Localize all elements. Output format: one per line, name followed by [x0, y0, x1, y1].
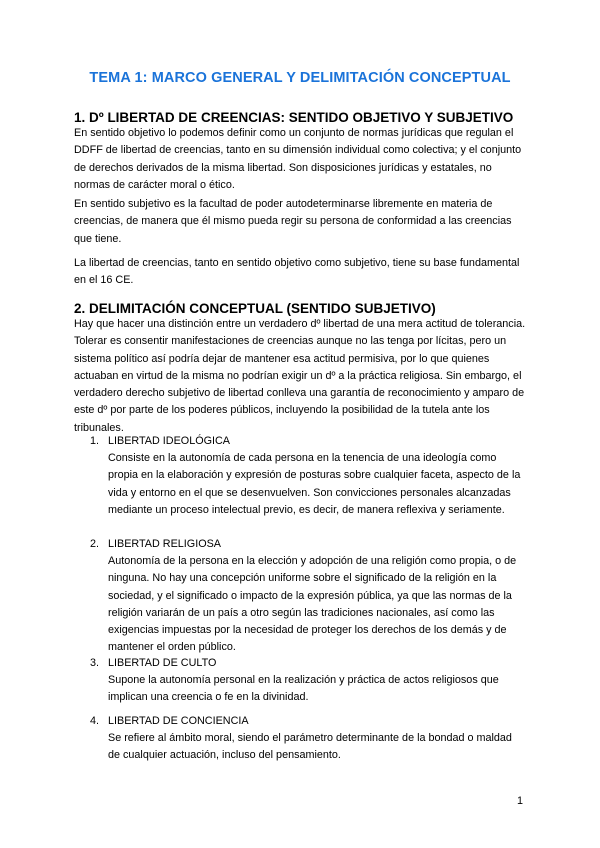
list-item-text: Supone la autonomía personal en la realización y práctica de actos religiosos que implican una creencia o fe en la divinidad. [108, 674, 499, 704]
section-1-paragraph-base: La libertad de creencias, tanto en sentido objetivo como subjetivo, tiene su base fundamental en el 16 CE. [74, 257, 520, 287]
section-1-paragraph-objective: En sentido objetivo lo podemos definir como un conjunto de normas jurídicas que regulan el DDFF de libertad de creencias, tanto en su dimensión individual como colectiva; y el conjunto de derechos derivados de la misma libertad. Son disposiciones jurídicas y estatales, no normas de carácter moral o ético. [74, 127, 522, 191]
section-2-paragraph: Hay que hacer una distinción entre un verdadero dº libertad de una mera actitud de tolerancia. Tolerar es consentir manifestaciones de creencias aunque no las tenga por lícitas, pero un sistema político así podría dejar de mantener esa actitud permisiva, por lo que quienes actuaban en virtud de la misma no podrían exigir un dº a la práctica religiosa. Sin embargo, el verdadero derecho subjetivo de libertad conlleva una garantía de reconocimiento y amparo de este dº por parte de los poderes públicos, incluyendo la posibilidad de la tutela ante los tribunales. [74, 318, 526, 434]
list-item-title: LIBERTAD IDEOLÓGICA [108, 435, 230, 447]
list-item-number: 4. [90, 715, 100, 727]
list-item-number: 1. [90, 435, 100, 447]
list-item-number: 3. [90, 657, 100, 669]
page-number: 1 [517, 795, 524, 807]
section-1-heading: 1. Dº LIBERTAD DE CREENCIAS: SENTIDO OBJETIVO Y SUBJETIVO [74, 110, 514, 125]
list-item-number: 2. [90, 538, 100, 550]
list-item-title: LIBERTAD DE CULTO [108, 657, 217, 669]
page-title: TEMA 1: MARCO GENERAL Y DELIMITACIÓN CONCEPTUAL [89, 70, 511, 86]
section-1-paragraph-subjective: En sentido subjetivo es la facultad de poder autodeterminarse libremente en materia de creencias, de manera que él mismo pueda regir su persona de conformidad a las creencias que tiene. [74, 198, 512, 245]
section-2-heading: 2. DELIMITACIÓN CONCEPTUAL (SENTIDO SUBJETIVO) [74, 301, 436, 316]
list-item-text: Consiste en la autonomía de cada persona en la tenencia de una ideología como propia en la elaboración y expresión de posturas sobre cualquier faceta, aspecto de la vida y entorno en el que se desenvuelven. Son convicciones personales alcanzadas mediante un proceso intelectual previo, es decir, de manera reflexiva y seriamente. [108, 452, 521, 516]
list-item-title: LIBERTAD RELIGIOSA [108, 538, 222, 550]
list-item-text: Se refiere al ámbito moral, siendo el parámetro determinante de la bondad o maldad de cualquier actuación, incluso del pensamiento. [108, 732, 512, 762]
list-item-title: LIBERTAD DE CONCIENCIA [108, 715, 249, 727]
list-item-text: Autonomía de la persona en la elección y adopción de una religión como propia, o de ninguna. No hay una concepción uniforme sobre el significado de la religión en la sociedad, y el significado o impacto de la expresión pública, ya que las normas de la religión variarán de un país a otro según las tradiciones nacionales, así como las exigencias impuestas por la necesidad de proteger los derechos de los demás y de mantener el orden público. [108, 555, 517, 654]
